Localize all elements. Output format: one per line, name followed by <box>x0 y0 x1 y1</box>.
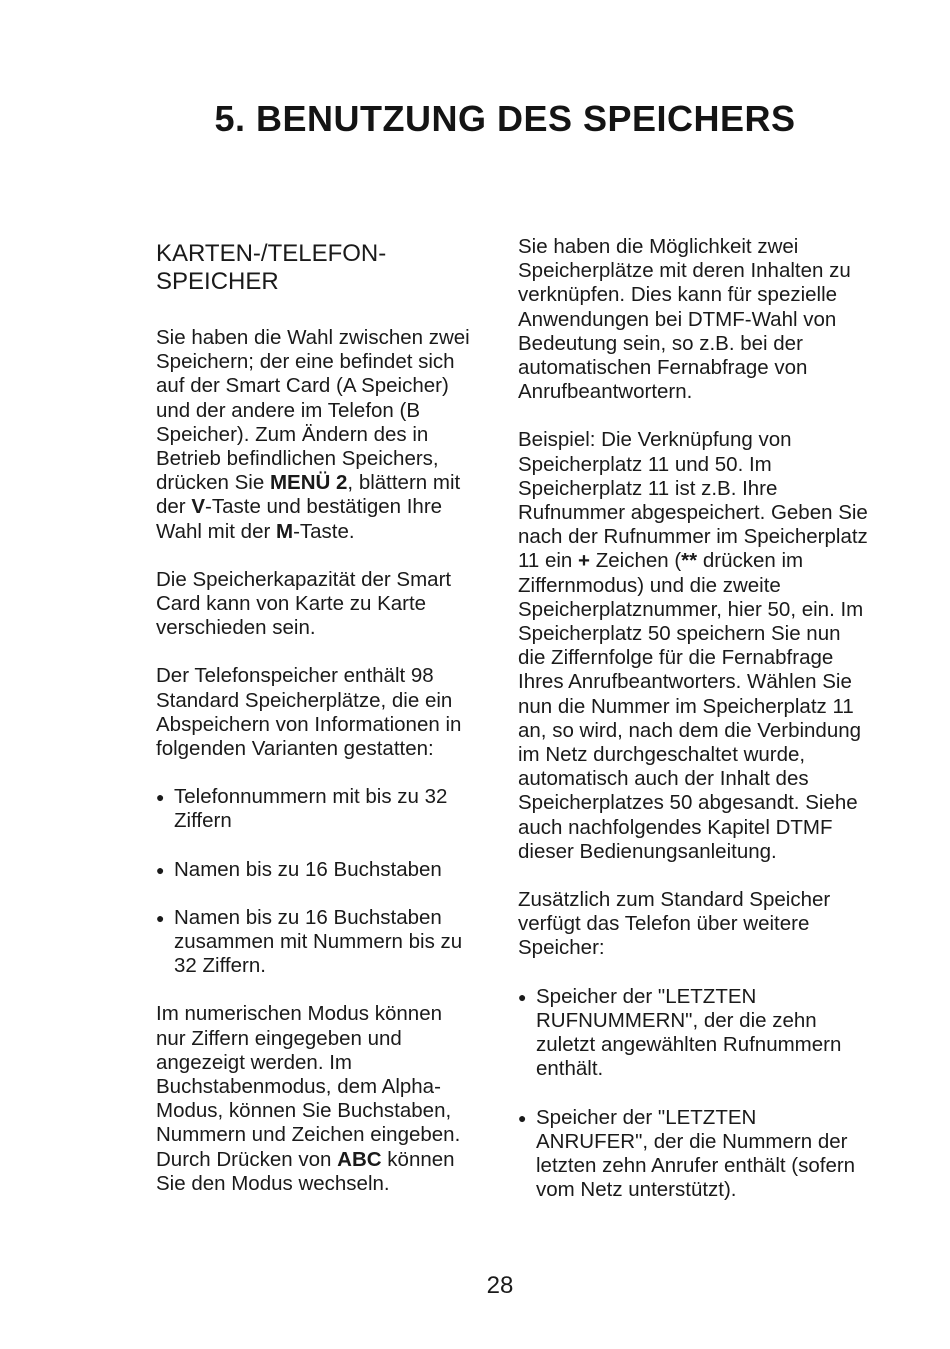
left-paragraph-4 <box>156 1002 476 1196</box>
m-key-label: M <box>276 519 294 543</box>
list-item <box>518 1106 868 1203</box>
list-item <box>156 785 476 833</box>
text-run: Im numerischen Modus können nur Ziffern eingegeben und angezeigt werden. Im Buchstabenmodus, dem Alpha-Modus, können Sie Buchstaben, Nummern und Zeichen eingeben. Durch Drücken von <box>156 1002 461 1171</box>
section-heading-line1: KARTEN-/TELEFON- <box>156 240 387 267</box>
text-run: können Sie den Modus wechseln. <box>156 1147 455 1195</box>
list-item <box>156 858 476 882</box>
left-column <box>156 326 476 1220</box>
list-item-text: Namen bis zu 16 Buchstaben zusammen mit Nummern bis zu 32 Ziffern. <box>174 905 463 978</box>
plus-key-label: + <box>578 549 591 573</box>
left-paragraph-2: Die Speicherkapazität der Smart Card kann von Karte zu Karte verschieden sein. <box>156 567 452 640</box>
right-paragraph-3: Zusätzlich zum Standard Speicher verfügt das Telefon über weitere Speicher: <box>518 888 831 960</box>
menu-key-label: MENÜ 2 <box>269 471 348 495</box>
page-number: 28 <box>486 1272 514 1299</box>
left-paragraph-1 <box>156 326 476 544</box>
list-item <box>156 906 476 979</box>
text-run: -Taste und bestätigen Ihre Wahl mit der <box>156 495 443 543</box>
text-run: Sie haben die Wahl zwischen zwei Speichern; der eine befindet sich auf der Smart Card (A Speicher) und der andere im Telefon (B Speicher). Zum Ändern des in Betrieb befindlichen Speichers, drücken Sie <box>156 326 470 495</box>
section-heading <box>156 240 476 296</box>
bullet-icon: ● <box>518 988 527 1005</box>
list-item-text: Telefonnummern mit bis zu 32 Ziffern <box>174 785 448 833</box>
list-item-text: Speicher der "LETZTEN RUFNUMMERN", der die zehn zuletzt angewählten Rufnummern enthält. <box>536 984 842 1081</box>
right-column <box>518 235 868 1226</box>
section-heading-line2: SPEICHER <box>156 268 279 295</box>
text-run: , blättern mit der <box>156 471 461 519</box>
text-run: Beispiel: Die Verknüpfung von Speicherplatz 11 und 50. Im Speicherplatz 11 ist z.B. Ihre Rufnummer abgespeichert. Geben Sie nach der Rufnummer im Speicherplatz 11 ein <box>518 428 868 573</box>
right-paragraph-1: Sie haben die Möglichkeit zwei Speicherplätze mit deren Inhalten zu verknüpfen. Dies kann für spezielle Anwendungen bei DTMF-Wahl von Bedeutung sein, so z.B. bei der automatischen Fernabfrage von Anrufbeantwortern. <box>518 235 851 404</box>
page-title: 5. BENUTZUNG DES SPEICHERS <box>214 98 796 139</box>
text-run: drücken im Ziffernmodus) und die zweite Speicherplatznummer, hier 50, ein. Im Speicherplatz 50 speichern Sie nun die Ziffernfolge für die Fernabfrage Ihres Anrufbeantworters. Wählen Sie nun die Nummer im Speicherplatz 11 an, so wird, nach dem die Verbindung im Netz durchgeschaltet wurde, automatisch auch der Inhalt des Speicherplatzes 50 abgesandt. Siehe auch nachfolgendes Kapitel DTMF dieser Bedienungsanleitung. <box>518 549 864 863</box>
text-run: -Taste. <box>293 519 355 543</box>
bullet-icon: ● <box>156 909 165 926</box>
right-paragraph-2 <box>518 428 868 864</box>
text-run: Zeichen ( <box>590 549 682 573</box>
bullet-icon: ● <box>156 861 165 878</box>
bullet-icon: ● <box>156 789 165 806</box>
abc-key-label: ABC <box>337 1147 382 1171</box>
star-key-label: ** <box>681 549 698 573</box>
bullet-icon: ● <box>518 1109 527 1126</box>
list-item-text: Speicher der "LETZTEN ANRUFER", der die Nummern der letzten zehn Anrufer enthält (sofern vom Netz unterstützt). <box>536 1105 856 1202</box>
list-item-text: Namen bis zu 16 Buchstaben <box>174 857 442 881</box>
list-item <box>518 985 868 1082</box>
left-paragraph-3: Der Telefonspeicher enthält 98 Standard Speicherplätze, die ein Abspeichern von Informationen in folgenden Varianten gestatten: <box>156 664 462 761</box>
v-key-label: V <box>191 495 206 519</box>
